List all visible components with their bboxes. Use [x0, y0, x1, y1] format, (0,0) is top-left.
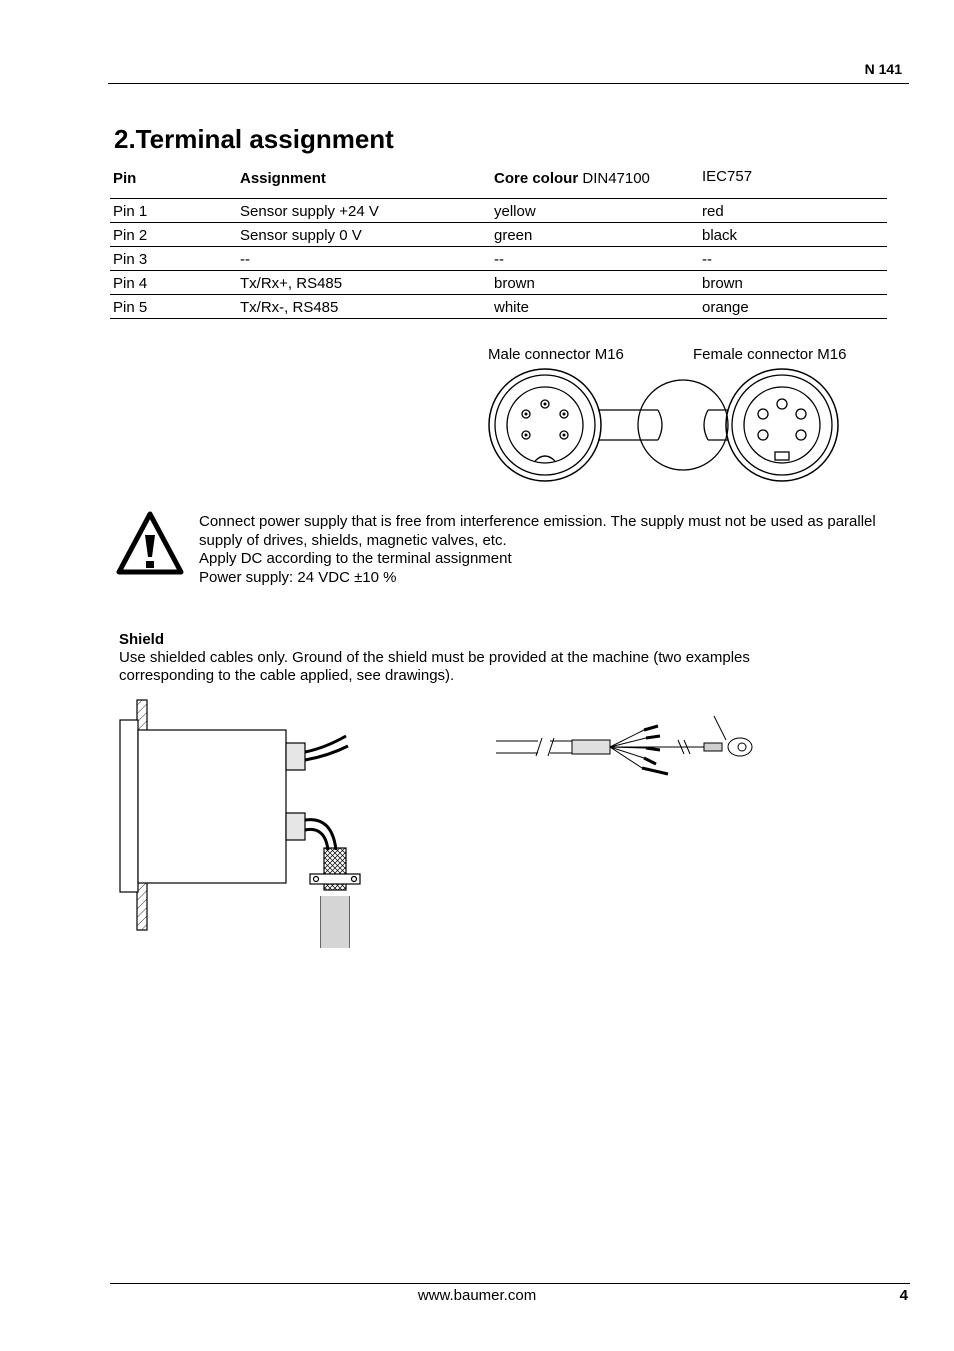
lower-cable-gland [286, 813, 305, 840]
cell-assignment: Tx/Rx-, RS485 [237, 295, 491, 319]
document-code: N 141 [864, 61, 902, 77]
ring-terminal-hole [738, 743, 746, 751]
table-row [110, 199, 887, 223]
shield-heading: Shield [119, 631, 165, 648]
upper-cable [305, 736, 348, 760]
table-row [110, 223, 887, 247]
male-connector-ring [495, 375, 595, 475]
female-socket [758, 409, 768, 419]
male-cable-segment [598, 410, 662, 440]
cell-din: white [491, 295, 699, 319]
cell-din: -- [491, 247, 699, 271]
cell-assignment: Sensor supply +24 V [237, 199, 491, 223]
warning-triangle-icon [116, 510, 184, 576]
cell-iec: brown [699, 271, 887, 295]
header-iec: IEC757 [702, 168, 753, 185]
cell-assignment: Sensor supply 0 V [237, 223, 491, 247]
cell-pin: Pin 2 [110, 223, 237, 247]
cell-din: brown [491, 271, 699, 295]
table-header-row [110, 166, 887, 199]
cable-outer-jacket [496, 741, 572, 753]
female-connector-label: Female connector M16 [693, 346, 847, 363]
cell-din: green [491, 223, 699, 247]
cell-iec: orange [699, 295, 887, 319]
footer-url: www.baumer.com [417, 1287, 537, 1304]
male-connector-outer [489, 369, 601, 481]
page-number: 4 [899, 1287, 908, 1304]
shield-clamp [310, 874, 360, 884]
table-row [110, 247, 887, 271]
shield-sleeve [572, 740, 610, 754]
header-assignment: Assignment [240, 170, 326, 187]
cell-iec: red [699, 199, 887, 223]
female-socket [777, 399, 787, 409]
cable-jacket [321, 896, 349, 948]
footer-rule [110, 1283, 910, 1284]
leader-line [714, 716, 726, 740]
wire-ferrules [642, 726, 668, 774]
header-pin: Pin [113, 170, 137, 187]
warning-line: Connect power supply that is free from interference emission. The supply must not be used as parallel supply of drives, shields, magnetic valves, etc. [199, 513, 876, 549]
section-title: 2.Terminal assignment [114, 124, 394, 154]
cell-pin: Pin 4 [110, 271, 237, 295]
cable-cores [610, 730, 646, 768]
cell-din: yellow [491, 199, 699, 223]
female-connector-outer [726, 369, 838, 481]
cell-iec: -- [699, 247, 887, 271]
cell-pin: Pin 5 [110, 295, 237, 319]
male-connector-face [507, 387, 583, 463]
cell-pin: Pin 1 [110, 199, 237, 223]
upper-cable-gland [286, 743, 305, 770]
male-connector-label: Male connector M16 [488, 346, 624, 363]
device-housing [138, 730, 286, 883]
female-socket [796, 409, 806, 419]
connector-diagram [480, 368, 850, 488]
warning-line: Power supply: 24 VDC ±10 % [199, 568, 397, 586]
cell-iec: black [699, 223, 887, 247]
cable-preparation-drawing [494, 712, 756, 780]
shield-text: Use shielded cables only. Ground of the shield must be provided at the machine (two examples corresponding to the cable applied, see drawings). [119, 649, 750, 684]
female-socket [796, 430, 806, 440]
female-key [775, 452, 789, 460]
coupling-outline [638, 380, 728, 470]
front-bezel [120, 720, 138, 892]
female-socket [758, 430, 768, 440]
header-rule [108, 83, 909, 84]
header-core-colour: Core colour DIN47100 [494, 170, 650, 187]
cell-assignment: Tx/Rx+, RS485 [237, 271, 491, 295]
female-cable-segment [704, 410, 728, 440]
table-row [110, 271, 887, 295]
cell-pin: Pin 3 [110, 247, 237, 271]
cell-assignment: -- [237, 247, 491, 271]
warning-line: Apply DC according to the terminal assignment [199, 550, 512, 567]
lower-cable-cores [305, 820, 336, 850]
ring-terminal [728, 738, 752, 756]
shield-mounting-drawing [110, 698, 370, 953]
male-key-notch [535, 456, 555, 461]
warning-text [199, 513, 889, 587]
ring-terminal-crimp [704, 743, 722, 751]
terminal-assignment-table [110, 166, 887, 319]
table-row [110, 295, 887, 319]
